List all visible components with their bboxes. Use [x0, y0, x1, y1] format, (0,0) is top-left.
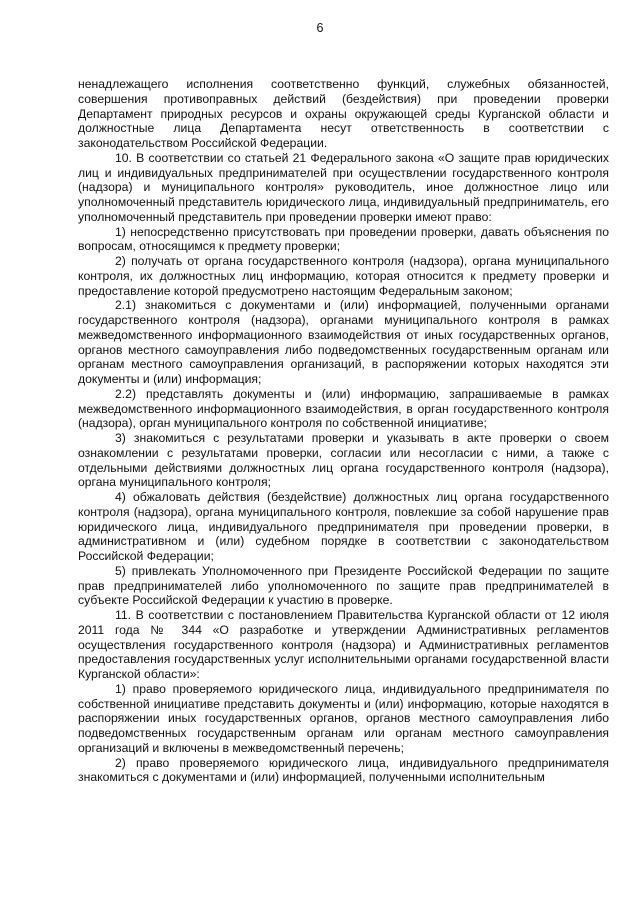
paragraph-subitem-1: 1) непосредственно присутствовать при проведении проверки, давать объяснения по вопросам, относящимся к предмету проверки;	[78, 224, 609, 254]
document-body	[78, 77, 609, 785]
paragraph-item-11: 11. В соответствии с постановлением Правительства Курганской области от 12 июля 2011 года № 344 «О разработке и утверждении Административных регламентов осуществления государственного контроля (надзора) и Административных регламентов предоставления государственных услуг исполнительными органами государственной власти Курганской области»:	[78, 608, 609, 681]
paragraph-item-11-subitem-2: 2) право проверяемого юридического лица, индивидуального предпринимателя знакомиться с документами и (или) информацией, полученными исполнительным	[78, 755, 609, 785]
paragraph-item-11-subitem-1: 1) право проверяемого юридического лица, индивидуального предпринимателя по собственной инициативе представить документы и (или) информацию, которые находятся в распоряжении иных государственных органов, органов местного самоуправления либо подведомственных государственным органам или органам местного самоуправления организаций и включены в межведомственный перечень;	[78, 681, 609, 755]
paragraph-subitem-4: 4) обжаловать действия (бездействие) должностных лиц органа государственного контроля (надзора), органа муниципального контроля, повлекшие за собой нарушение прав юридического лица, индивидуального предпринимателя при проведении проверки, в административном и (или) судебном порядке в соответствии с законодательством Российской Федерации;	[78, 490, 609, 563]
paragraph-subitem-2-2: 2.2) представлять документы и (или) информацию, запрашиваемые в рамках межведомственного информационного взаимодействия, в орган государственного контроля (надзора), орган муниципального контроля по собственной инициативе;	[78, 386, 609, 431]
paragraph-subitem-2: 2) получать от органа государственного контроля (надзора), органа муниципального контроля, их должностных лиц информацию, которая относится к предмету проверки и предоставление которой предусмотрено настоящим Федеральным законом;	[78, 254, 609, 298]
paragraph-item-10: 10. В соответствии со статьей 21 Федерального закона «О защите прав юридических лиц и индивидуальных предпринимателей при осуществлении государственного контроля (надзора) и муниципального контроля» руководитель, иное должностное лицо или уполномоченный представитель юридического лица, индивидуальный предприниматель, его уполномоченный представитель при проведении проверки имеют право:	[78, 150, 609, 224]
page-number: 6	[316, 21, 324, 35]
paragraph-subitem-5: 5) привлекать Уполномоченного при Президенте Российской Федерации по защите прав предпринимателей либо уполномоченного по защите прав предпринимателей в субъекте Российской Федерации к участию в проверке.	[78, 563, 609, 608]
paragraph-subitem-3: 3) знакомиться с результатами проверки и указывать в акте проверки о своем ознакомлении с результатами проверки, согласии или несогласии с ними, а также с отдельными действиями должностных лиц органа государственного контроля (надзора), органа муниципального контроля;	[78, 431, 609, 490]
paragraph-subitem-2-1: 2.1) знакомиться с документами и (или) информацией, полученными органами государственного контроля (надзора), органами муниципального контроля в рамках межведомственного информационного взаимодействия от иных государственных органов, органов местного самоуправления либо подведомственных государственным органам или органам местного самоуправления организаций, в распоряжении которых находятся эти документы и (или) информация;	[78, 298, 609, 386]
paragraph-continuation: ненадлежащего исполнения соответственно функций, служебных обязанностей, совершения противоправных действий (бездействия) при проведении проверки Департамент природных ресурсов и охраны окружающей среды Курганской области и должностные лица Департамента несут ответственность в соответствии с законодательством Российской Федерации.	[78, 77, 609, 150]
